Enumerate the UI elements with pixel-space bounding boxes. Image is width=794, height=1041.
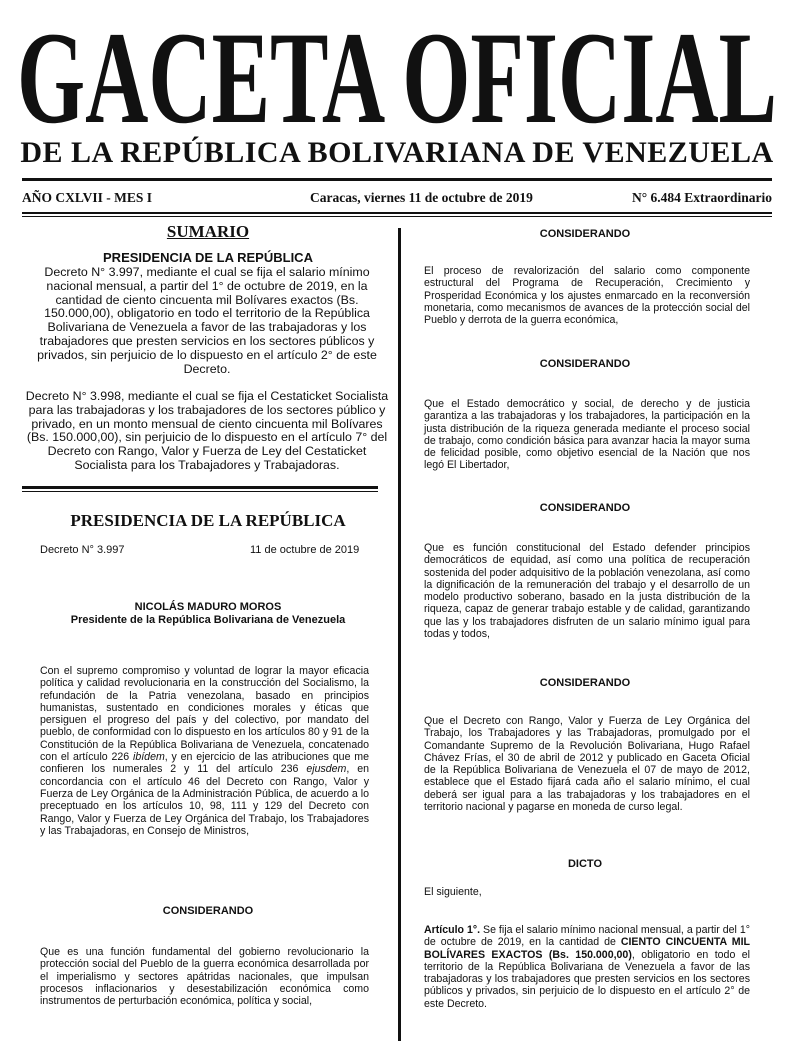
masthead-title <box>0 4 794 132</box>
summary-section: PRESIDENCIA DE LA REPÚBLICA <box>103 250 313 265</box>
column-divider <box>398 228 401 1041</box>
article-1: Artículo 1°. Se fija el salario mínimo nacional mensual, a partir del 1° de octubre de 2019, en la cantidad de CIENTO CINCUENTA MIL BOLÍVARES EXACTOS (Bs. 150.000,00), obligatorio en todo el territorio de la República Bolivariana de Venezuela a favor de las trabajadoras y los trabajadores que presten servicios en los sectores públicos y privados, sin perjuicio de lo dispuesto en el artículo 2° de este Decreto. <box>424 924 750 1010</box>
issue-info-row <box>22 190 772 210</box>
issue-number: N° 6.484 Extraordinario <box>631 190 772 205</box>
considerando-heading-5: CONSIDERANDO <box>539 677 631 689</box>
considerando-text-5: Que el Decreto con Rango, Valor y Fuerza de Ley Orgánica del Trabajo, los Trabajadores y las Trabajadoras, promulgado por el Comandante Supremo de la Revolución Bolivariana, Hugo Rafael Chávez Frías, el 30 de abril de 2012 y publicado en Gaceta Oficial de la República Bolivariana de Venezuela el 07 de mayo de 2012, establece que el Estado fijará cada año el salario mínimo, el cual deberá ser igual para a las trabajadoras y los trabajadores en el territorio nacional y pagarse en moneda de curso legal. <box>424 715 750 814</box>
summary-rule-top <box>22 486 378 489</box>
issue-rule-bottom <box>22 216 772 217</box>
decree-number: Decreto N° 3.997 <box>40 544 125 556</box>
issue-date: Caracas, viernes 11 de octubre de 2019 <box>310 190 533 205</box>
decree-preamble: Con el supremo compromiso y voluntad de lograr la mayor eficacia política y calidad revolucionaria en la construcción del Socialismo, la refundación de la Patria venezolana, basado en principios humanistas, sustentado en condiciones morales y éticas que persiguen el progreso del país y del colectivo, por mandato del pueblo, de conformidad con lo dispuesto en los artículos 80 y 91 de la Constitución de la República Bolivariana de Venezuela, concatenado con el artículo 226 ibídem, y en ejercicio de las atribuciones que me confieren los numerales 2 y 11 del artículo 236 ejusdem, en concordancia con el artículo 46 del Decreto con Rango, Valor y Fuerza de Ley Orgánica de la Administración Pública, de acuerdo a lo preceptuado en los artículos 10, 98, 111 y 129 del Decreto con Rango, Valor y Fuerza de Ley Orgánica del Trabajo, los Trabajadores y las Trabajadoras, en Consejo de Ministros, <box>40 665 370 837</box>
summary-item-1: Decreto N° 3.997, mediante el cual se fija el salario mínimo nacional mensual, a partir del 1° de octubre de 2019, en la cantidad de ciento cincuenta mil Bolívares exactos (Bs. 150.000,00), obligatorio en todo el territorio de la República Bolivariana de Venezuela a favor de las trabajadoras y los trabajadores que presten servicios en los sectores públicos y privados, sin perjuicio de lo dispuesto en el artículo 2° de este Decreto. <box>37 265 377 376</box>
considerando-text-3: Que el Estado democrático y social, de derecho y de justicia garantiza a las trabajadoras y los trabajadores, la participación en la justa distribución de la riqueza generada mediante el proceso social de trabajo, como condición básica para avanzar hacia la mayor suma de felicidad posible, como objetivo esencial de la Nación que nos legó El Libertador, <box>424 398 750 472</box>
considerando-text-4: Que es función constitucional del Estado defender principios democráticos de equidad, así como una política de recuperación sostenida del poder adquisitivo de la población venezolana, así como la dignificación de la remuneración del trabajo y el desarrollo de un modelo productivo soberano, basado en la justa distribución de la riqueza, capaz de generar trabajo estable y de calidad, garantizando que las y los trabajadores disfruten de un salario mínimo igual para todas y todos, <box>424 542 750 641</box>
issue-year: AÑO CXLVII - MES I <box>22 190 153 205</box>
dicto-intro: El siguiente, <box>424 886 482 898</box>
masthead-title-text: GACETA OFICIAL <box>17 4 777 132</box>
masthead-rule <box>22 178 772 181</box>
masthead-subtitle: DE LA REPÚBLICA BOLIVARIANA DE VENEZUELA <box>20 136 774 169</box>
dicto-heading: DICTO <box>567 858 603 870</box>
considerando-text-1: Que es una función fundamental del gobierno revolucionario la protección social del Pueblo de la guerra económica desarrollada por el imperialismo y sectores apátridas nacionales, que impulsan procesos inflacionarios y desestabilización económica como instrumentos de perturbación económica, política y social, <box>40 946 369 1008</box>
considerando-heading-1: CONSIDERANDO <box>162 905 254 917</box>
considerando-heading-4: CONSIDERANDO <box>539 502 631 514</box>
issue-rule-top <box>22 212 772 214</box>
decree-section-heading: PRESIDENCIA DE LA REPÚBLICA <box>70 511 346 530</box>
summary-heading: SUMARIO <box>166 222 250 241</box>
summary-rule-bottom <box>22 491 378 492</box>
summary-item-2: Decreto N° 3.998, mediante el cual se fija el Cestaticket Socialista para las trabajadoras y los trabajadores de los sectores público y privado, en un monto mensual de ciento cincuenta mil Bolívares (Bs. 150.000,00), sin perjuicio de lo dispuesto en el artículo 7° del Decreto con Rango, Valor y Fuerza de Ley del Cestaticket Socialista para los Trabajadores y Trabajadoras. <box>25 389 389 472</box>
decree-author-title: Presidente de la República Bolivariana de Venezuela <box>70 614 346 626</box>
decree-author-name: NICOLÁS MADURO MOROS <box>134 601 282 613</box>
considerando-text-2: El proceso de revalorización del salario como componente estructural del Programa de Recuperación, Crecimiento y Prosperidad Económica y los ajustes enmarcado en la reconversión monetaria, como mecanismos de avances de la protección social del Pueblo y derrota de la guerra económica, <box>424 265 750 327</box>
considerando-heading-2: CONSIDERANDO <box>539 228 631 240</box>
decree-date: 11 de octubre de 2019 <box>250 544 360 556</box>
considerando-heading-3: CONSIDERANDO <box>539 358 631 370</box>
